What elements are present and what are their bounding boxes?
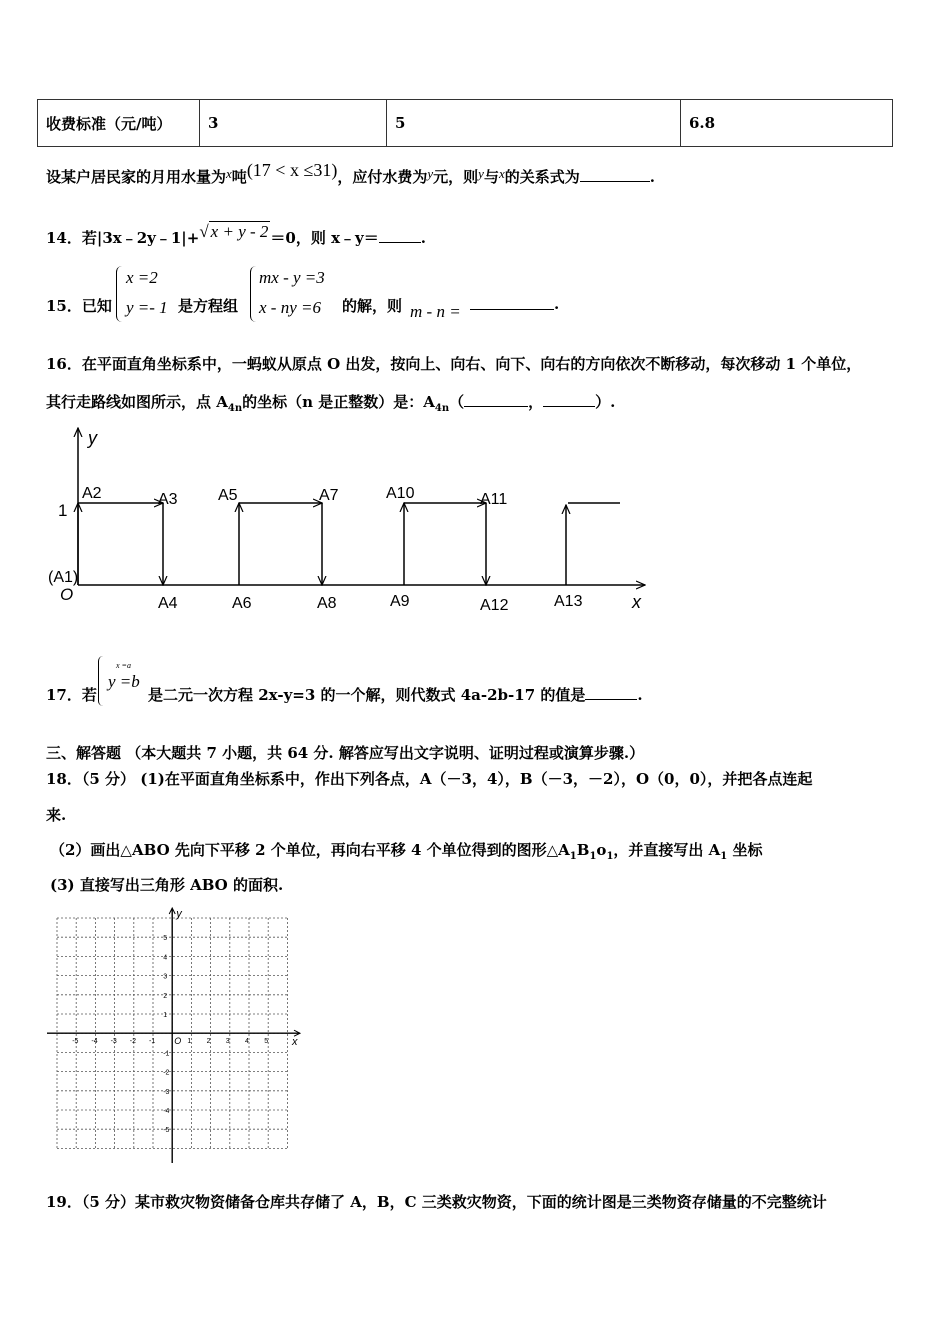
q16-paren-close: ）. xyxy=(595,393,616,411)
q17-sys-top: x =a xyxy=(116,661,131,670)
q13-range: (17 < x ≤31) xyxy=(246,160,338,180)
q17-sys-bottom: y =b xyxy=(108,672,140,691)
grid-x-tick: 2 xyxy=(206,1038,211,1046)
q13-mid2: 元，则 xyxy=(433,168,479,186)
coordinate-grid xyxy=(45,905,305,1167)
q18-sub: 1 xyxy=(589,851,597,862)
grid-y-tick: 2 xyxy=(163,992,168,1000)
grid-x-tick: 3 xyxy=(225,1038,230,1046)
q18-line2-o: o xyxy=(596,841,607,859)
q15-end: . xyxy=(554,295,560,313)
question-16-line1: 16．在平面直角坐标系中，一蚂蚁从原点 O 出发，按向上、向右、向下、向右的方向依次不断移动，每次移动 1 个单位， xyxy=(46,355,862,373)
point-label: A4 xyxy=(158,595,178,612)
q15-mid2: 的解，则 xyxy=(342,297,403,315)
grid-y-tick: -2 xyxy=(163,1069,170,1077)
q14-suffix: ＝0，则 x﹣y＝ xyxy=(270,229,379,247)
q15-brace-2 xyxy=(250,266,257,322)
grid-x-tick: 5 xyxy=(264,1038,269,1046)
q16-comma: ， xyxy=(528,393,544,411)
q18-line2-suffix: ，并直接写出 A xyxy=(613,841,721,859)
q13-mid3: 与 xyxy=(483,168,499,186)
table-row xyxy=(38,100,893,147)
point-label: A3 xyxy=(158,491,178,508)
answer-blank xyxy=(379,228,421,243)
q18-line2-b: B xyxy=(576,841,590,859)
q16-line2-prefix: 其行走路线如图所示，点 A xyxy=(46,393,228,411)
grid-x-tick: -4 xyxy=(91,1038,98,1046)
q17-num: 17．若 xyxy=(46,686,97,704)
grid-x-label: x xyxy=(292,1036,298,1049)
q15-num: 15．已知 xyxy=(46,297,112,315)
q15-eq2: x - ny =6 xyxy=(259,298,321,317)
grid-x-tick: 4 xyxy=(245,1038,249,1046)
table-cell: 6.8 xyxy=(681,100,893,147)
point-label: A5 xyxy=(218,487,238,504)
grid-y-tick: 1 xyxy=(163,1012,168,1019)
answer-blank xyxy=(470,309,554,310)
q16-sub-2: 4n xyxy=(434,403,450,414)
q16-paren-open: （ xyxy=(449,393,465,411)
question-18-line1b: 来. xyxy=(46,806,67,824)
point-label: A10 xyxy=(386,485,415,502)
answer-blank xyxy=(580,167,650,182)
q14-num: 14．若 xyxy=(46,229,97,247)
point-label: A2 xyxy=(82,485,102,502)
answer-blank xyxy=(585,685,637,700)
q15-expr: m - n = xyxy=(410,302,461,321)
q15-sol1: x =2 xyxy=(126,268,158,287)
question-14-text xyxy=(46,222,426,248)
q18-line2-end: 坐标 xyxy=(727,841,763,859)
fee-table xyxy=(37,99,893,147)
grid-y-label: y xyxy=(176,908,182,920)
grid-y-tick: -3 xyxy=(163,1088,170,1096)
q15-eq1: mx - y =3 xyxy=(259,268,325,287)
grid-x-tick: -1 xyxy=(149,1038,156,1046)
a1-label: (A1) xyxy=(48,569,79,586)
q16-sub: 4n xyxy=(227,403,243,414)
q17-end: . xyxy=(637,686,643,704)
q15-mid: 是方程组 xyxy=(178,297,239,315)
question-13-text: 设某户居民家的月用水量为x吨(17 < x ≤31)，应付水费为y元，则y与x的关系式为 . xyxy=(46,160,655,186)
q13-var-y: y xyxy=(427,166,434,181)
question-18-line3: (3) 直接写出三角形 ABO 的面积. xyxy=(50,876,284,894)
q16-line2-mid: 的坐标（n 是正整数）是：A xyxy=(242,393,435,411)
grid-x-tick: -2 xyxy=(129,1038,137,1046)
q17-text: 是二元一次方程 2x-y=3 的一个解，则代数式 4a-2b-17 的值是 xyxy=(148,686,586,704)
q13-prefix: 设某户居民家的月用水量为 xyxy=(46,168,227,186)
question-18-line2 xyxy=(50,839,762,862)
section-heading: 三、解答题 （本大题共 7 小题，共 64 分. 解答应写出文字说明、证明过程或演算步骤.） xyxy=(46,744,645,762)
q18-sub: 1 xyxy=(569,851,577,862)
q15-sol2: y =- 1 xyxy=(126,298,168,317)
grid-y-tick: -5 xyxy=(163,1127,170,1135)
question-19-text: 19．（5 分）某市救灾物资储备仓库共存储了 A，B，C 三类救灾物资，下面的统计图是三类物资存储量的不完整统计 xyxy=(46,1193,827,1211)
ant-path-figure xyxy=(40,420,660,620)
answer-blank xyxy=(464,392,528,407)
x-axis-label: x xyxy=(632,592,641,612)
y-axis-label: y xyxy=(88,428,97,448)
question-18-line1: 18．（5 分） (1)在平面直角坐标系中，作出下列各点，A（－3，4），B（－3，－2），O（0，0），并把各点连起 xyxy=(46,770,813,788)
table-cell: 5 xyxy=(387,100,681,147)
grid-x-tick: -5 xyxy=(72,1038,79,1046)
q14-end: . xyxy=(420,229,426,247)
grid-x-tick: -3 xyxy=(110,1038,117,1046)
q13-unit: 吨 xyxy=(231,168,247,186)
tick-one: 1 xyxy=(58,501,68,520)
q13-var-x: x xyxy=(226,166,232,181)
grid-y-tick: -1 xyxy=(163,1050,170,1058)
table-cell: 3 xyxy=(200,100,387,147)
q18-sub: 1 xyxy=(720,851,728,862)
q14-sqrt-body: x + y - 2 xyxy=(210,222,269,241)
point-label: A13 xyxy=(554,593,583,610)
q13-var-y-2: y xyxy=(478,166,484,181)
q13-var-x-2: x xyxy=(498,166,505,181)
grid-y-tick: -4 xyxy=(163,1108,170,1115)
question-16-line2 xyxy=(46,391,615,414)
point-label: A12 xyxy=(480,597,509,614)
q13-suffix: 的关系式为 xyxy=(504,168,580,186)
q15-brace-1 xyxy=(116,266,123,322)
point-label: A6 xyxy=(232,595,252,612)
grid-y-tick: 5 xyxy=(163,935,168,943)
q14-abs: |3x﹣2y﹣1|+ xyxy=(96,229,200,247)
q18-sub: 1 xyxy=(606,851,614,862)
table-header-cell: 收费标准（元/吨） xyxy=(38,100,200,147)
point-label: A8 xyxy=(317,595,337,612)
answer-blank xyxy=(543,392,595,407)
grid-x-tick: 1 xyxy=(187,1038,192,1046)
grid-origin-label: O xyxy=(174,1036,182,1047)
q13-mid: ，应付水费为 xyxy=(337,168,428,186)
grid-y-tick: 4 xyxy=(163,954,168,962)
point-label: A11 xyxy=(480,491,508,508)
point-label: A7 xyxy=(319,487,339,504)
point-label: A9 xyxy=(390,593,410,610)
q18-line2-prefix: （2）画出△ABO 先向下平移 2 个单位，再向右平移 4 个单位得到的图形△A xyxy=(50,841,570,859)
q14-sqrt: √ x + y - 2 xyxy=(199,222,269,241)
q17-brace xyxy=(98,656,104,706)
question-17-text xyxy=(148,684,643,705)
origin-label: O xyxy=(60,585,74,604)
grid-y-tick: 3 xyxy=(163,973,168,981)
